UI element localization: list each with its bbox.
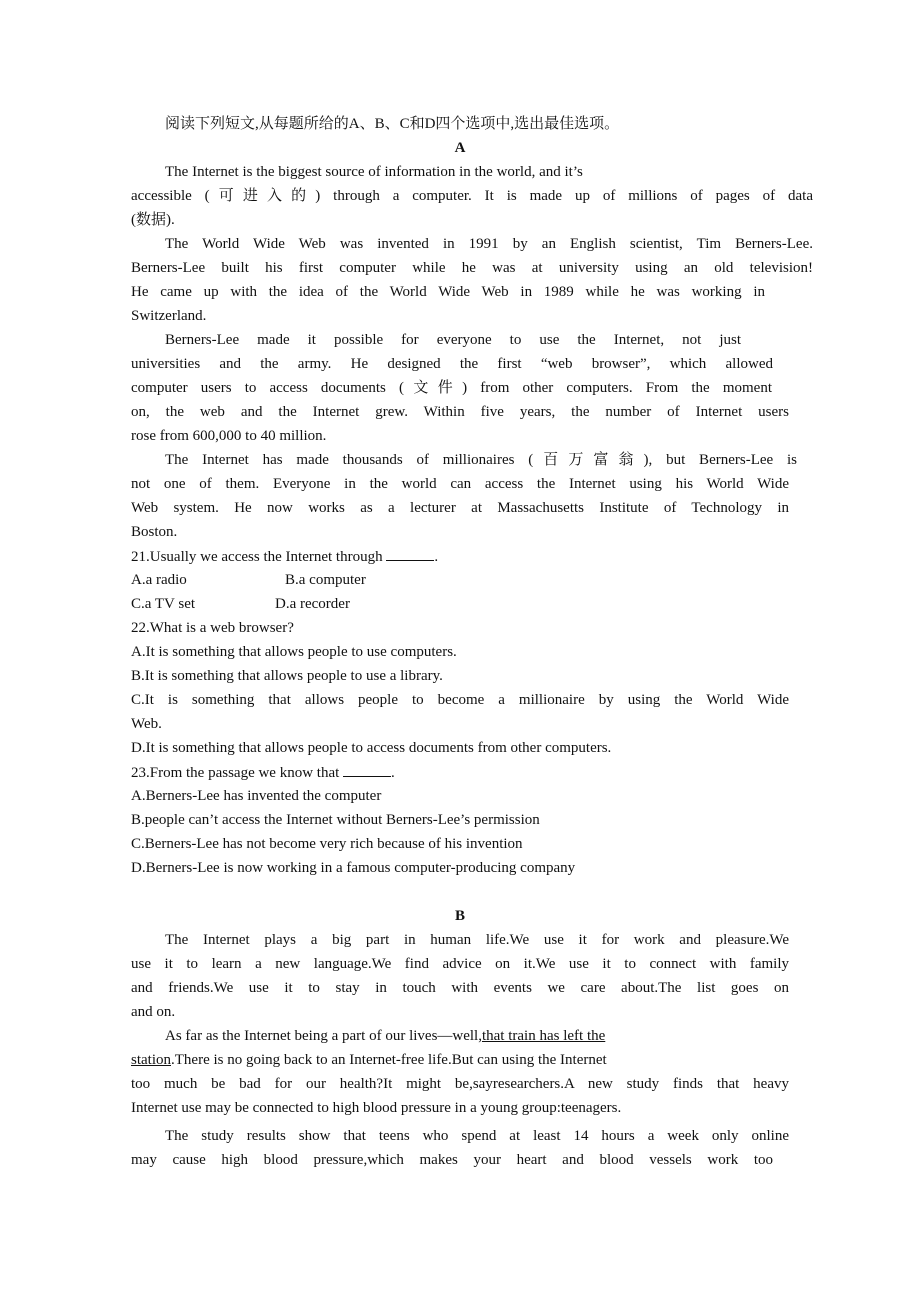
passage-b-line: and friends.We use it to stay in touch with events we care about.The list goes on (131, 980, 789, 996)
option-d: D.Berners-Lee is now working in a famous computer-producing company (131, 860, 576, 876)
passage-a-line: not one of them. Everyone in the world can access the Internet using his World Wide (131, 476, 789, 492)
passage-b-line: may cause high blood pressure,which makes your heart and blood vessels work too (131, 1152, 773, 1168)
passage-a-line: on, the web and the Internet grew. Within five years, the number of Internet users (131, 404, 789, 420)
option-c-cont: Web. (131, 716, 162, 732)
passage-b-line: and on. (131, 1004, 176, 1020)
passage-b-heading: B (454, 908, 465, 924)
passage-a-line: universities and the army. He designed the first “web browser”, which allowed (131, 356, 773, 372)
passage-a-line: Berners-Lee made it possible for everyone to use the Internet, not just (165, 332, 741, 348)
question-23: 23.From the passage we know that . (131, 762, 813, 782)
passage-a-line: (数据). (131, 212, 175, 228)
question-21-options-cd (131, 594, 813, 614)
passage-a-line: rose from 600,000 to 40 million. (131, 428, 327, 444)
passage-b-line: As far as the Internet being a part of our lives—well,that train has left the (165, 1028, 606, 1044)
question-22: 22.What is a web browser? (131, 620, 294, 636)
option-b: B.a computer (285, 572, 366, 588)
passage-a-line: Web system. He now works as a lecturer at Massachusetts Institute of Technology in (131, 500, 789, 516)
option-b: B.It is something that allows people to use a library. (131, 668, 443, 684)
passage-a-line: The Internet has made thousands of millionaires (百万富翁), but Berners-Lee is (165, 452, 797, 468)
option-c: C.a TV set (131, 596, 196, 612)
instruction: 阅读下列短文,从每题所给的A、B、C和D四个选项中,选出最佳选项。 (165, 116, 620, 132)
passage-a-line: Berners-Lee built his first computer while he was at university using an old television! (131, 260, 813, 276)
passage-a-line: computer users to access documents (文件) from other computers. From the moment (131, 380, 772, 396)
answer-blank (343, 762, 391, 777)
passage-a-line: The Internet is the biggest source of information in the world, and it’s (165, 164, 583, 180)
passage-a-line: Boston. (131, 524, 178, 540)
passage-b-line: too much be bad for our health?It might be,sayresearchers.A new study finds that heavy (131, 1076, 789, 1092)
option-c: C.Berners-Lee has not become very rich because of his invention (131, 836, 523, 852)
option-a: A.Berners-Lee has invented the computer (131, 788, 382, 804)
passage-b-line: Internet use may be connected to high blood pressure in a young group:teenagers. (131, 1100, 622, 1116)
passage-b-line: The study results show that teens who spend at least 14 hours a week only online (165, 1128, 789, 1144)
option-d: D.a recorder (275, 596, 350, 612)
option-c: C.It is something that allows people to become a millionaire by using the World Wide (131, 692, 789, 708)
option-a: A.It is something that allows people to use computers. (131, 644, 457, 660)
passage-a-heading: A (454, 140, 466, 156)
option-a: A.a radio (131, 572, 187, 588)
underlined-phrase: that train has left the (481, 1028, 606, 1044)
underlined-phrase: station (131, 1052, 171, 1068)
answer-blank (386, 546, 434, 561)
passage-a-line: The World Wide Web was invented in 1991 by an English scientist, Tim Berners-Lee. (165, 236, 813, 252)
passage-a-line: accessible (可进入的) through a computer. It is made up of millions of pages of data (131, 188, 813, 204)
question-21: 21.Usually we access the Internet through . (131, 546, 813, 566)
option-b: B.people can’t access the Internet without Berners-Lee’s permission (131, 812, 540, 828)
passage-a-line: Switzerland. (131, 308, 207, 324)
passage-a-line: He came up with the idea of the World Wide Web in 1989 while he was working in (131, 284, 765, 300)
passage-b-line: The Internet plays a big part in human life.We use it for work and pleasure.We (165, 932, 789, 948)
option-d: D.It is something that allows people to access documents from other computers. (131, 740, 612, 756)
question-21-options-ab (131, 570, 813, 590)
passage-b-line: station.There is no going back to an Internet-free life.But can using the Internet (131, 1052, 607, 1068)
passage-b-line: use it to learn a new language.We find advice on it.We use it to connect with family (131, 956, 789, 972)
